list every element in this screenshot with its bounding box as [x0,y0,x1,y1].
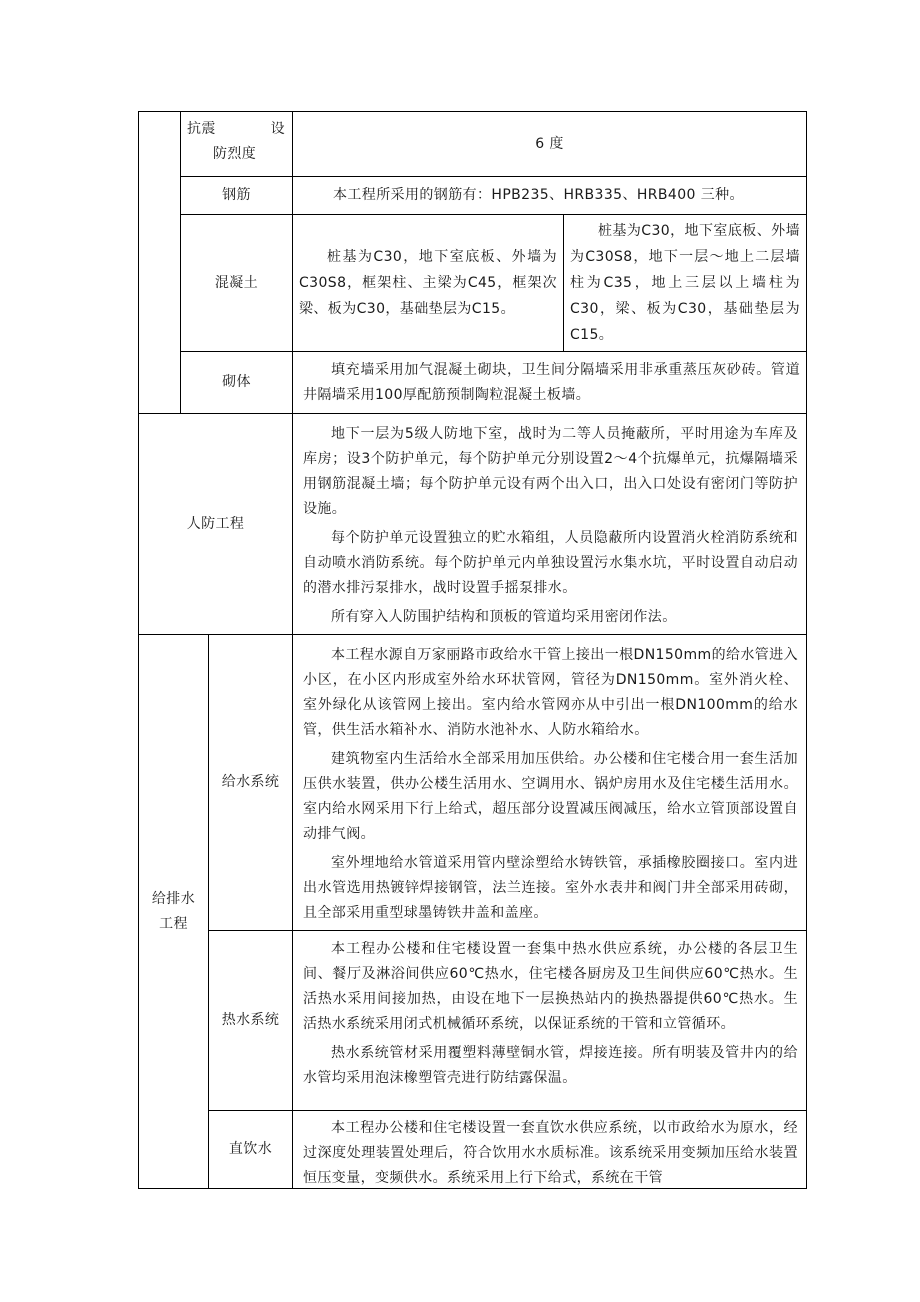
drinking-water-label: 直饮水 [228,1141,273,1157]
table-border-right [806,111,807,1189]
plumbing-label-line2: 工程 [159,915,188,932]
seismic-value: 6 度 [535,135,564,152]
water-supply-para: 室外埋地给水管道采用管内壁涂塑给水铸铁管，承插橡胶圈接口。室内进出水管选用热镀锌焊接钢管，法兰连接。室外水表井和阀门井全部采用砖砌，且全部采用重型球墨铸铁井盖和盖座。 [303,855,798,921]
concrete-label: 混凝土 [214,274,259,291]
civil-defense-para: 每个防护单元设置独立的贮水箱组，人员隐蔽所内设置消火栓消防系统和自动喷水消防系统。每个防护单元内单独设置污水集水坑，平时设置自动启动的潜水排污泵排水，战时设置手摇泵排水。 [303,530,798,596]
table-border-bottom [138,1188,807,1189]
hot-water-value [293,931,806,1110]
seismic-label-part1: 抗震 [187,121,216,137]
concrete-left-text: 桩基为C30，地下室底板、外墙为C30S8，框架柱、主梁为C45，框架次梁、板为C30，基础垫层为C15。 [299,249,557,317]
masonry-value [293,352,806,413]
masonry-label: 砌体 [222,374,251,390]
plumbing-label-line1: 给排水 [151,890,196,907]
drinking-water-value [293,1111,806,1188]
plumbing-label [139,635,208,1188]
concrete-right-text: 桩基为C30，地下室底板、外墙为C30S8，地下一层～地上二层墙柱为C35，地上三层以上墙柱为C30，梁、板为C30，基础垫层为C15。 [570,223,800,343]
seismic-label [181,112,292,176]
civil-defense-label: 人防工程 [186,515,245,532]
seismic-label-part2: 设 [270,121,285,137]
hot-water-para: 热水系统管材采用覆塑料薄壁铜水管，焊接连接。所有明装及管井内的给水管均采用泡沫橡塑管壳进行防结露保温。 [303,1045,798,1086]
water-supply-value [293,635,806,930]
rebar-value [293,177,806,214]
rebar-text: 本工程所采用的钢筋有：HPB235、HRB335、HRB400 三种。 [333,187,744,203]
hot-water-label: 热水系统 [221,1012,280,1028]
civil-defense-value [293,414,806,634]
seismic-label-line1 [187,117,285,142]
civil-defense-para: 所有穿入人防围护结构和顶板的管道均采用密闭作法。 [331,609,677,625]
water-supply-para: 本工程水源自万家丽路市政给水干管上接出一根DN150mm的给水管进入小区，在小区内形成室外给水环状管网，管径为DN150mm。室外消火栓、室外绿化从该管网上接出。室内给水管网亦从中引出一根DN100mm的给水管，供生活水箱补水、消防水池补水、人防水箱给水。 [303,647,798,738]
seismic-label-line2: 防烈度 [213,146,257,162]
civil-defense-para: 地下一层为5级人防地下室，战时为二等人员掩蔽所，平时用途为车库及库房；设3个防护单元，每个防护单元分别设置2～4个抗爆单元，抗爆隔墙采用钢筋混凝土墙；每个防护单元设有两个出入口，出入口处设有密闭门等防护设施。 [303,426,798,517]
concrete-left-value [293,215,563,351]
water-supply-label: 给水系统 [221,774,280,790]
drinking-water-para: 本工程办公楼和住宅楼设置一套直饮水供应系统，以市政给水为原水，经过深度处理装置处理后，符合饮用水水质标准。该系统采用变频加压给水装置恒压变量，变频供水。系统采用上行下给式，系统在干管 [303,1120,798,1186]
hot-water-para: 本工程办公楼和住宅楼设置一套集中热水供应系统，办公楼的各层卫生间、餐厅及淋浴间供应60℃热水，住宅楼各厨房及卫生间供应60℃热水。生活热水采用间接加热，由设在地下一层换热站内的换热器提供60℃热水。生活热水系统采用闭式机械循环系统，以保证系统的干管和立管循环。 [303,941,798,1032]
water-supply-para: 建筑物室内生活给水全部采用加压供给。办公楼和住宅楼合用一套生活加压供水装置，供办公楼生活用水、空调用水、锅炉房用水及住宅楼生活用水。室内给水网采用下行上给式，超压部分设置减压阀减压，给水立管顶部设置自动排气阀。 [303,751,798,842]
concrete-right-value [564,215,806,351]
masonry-text: 填充墙采用加气混凝土砌块，卫生间分隔墙采用非承重蒸压灰砂砖。管道井隔墙采用100厚配筋预制陶粒混凝土板墙。 [303,361,800,403]
rebar-label: 钢筋 [222,187,251,203]
